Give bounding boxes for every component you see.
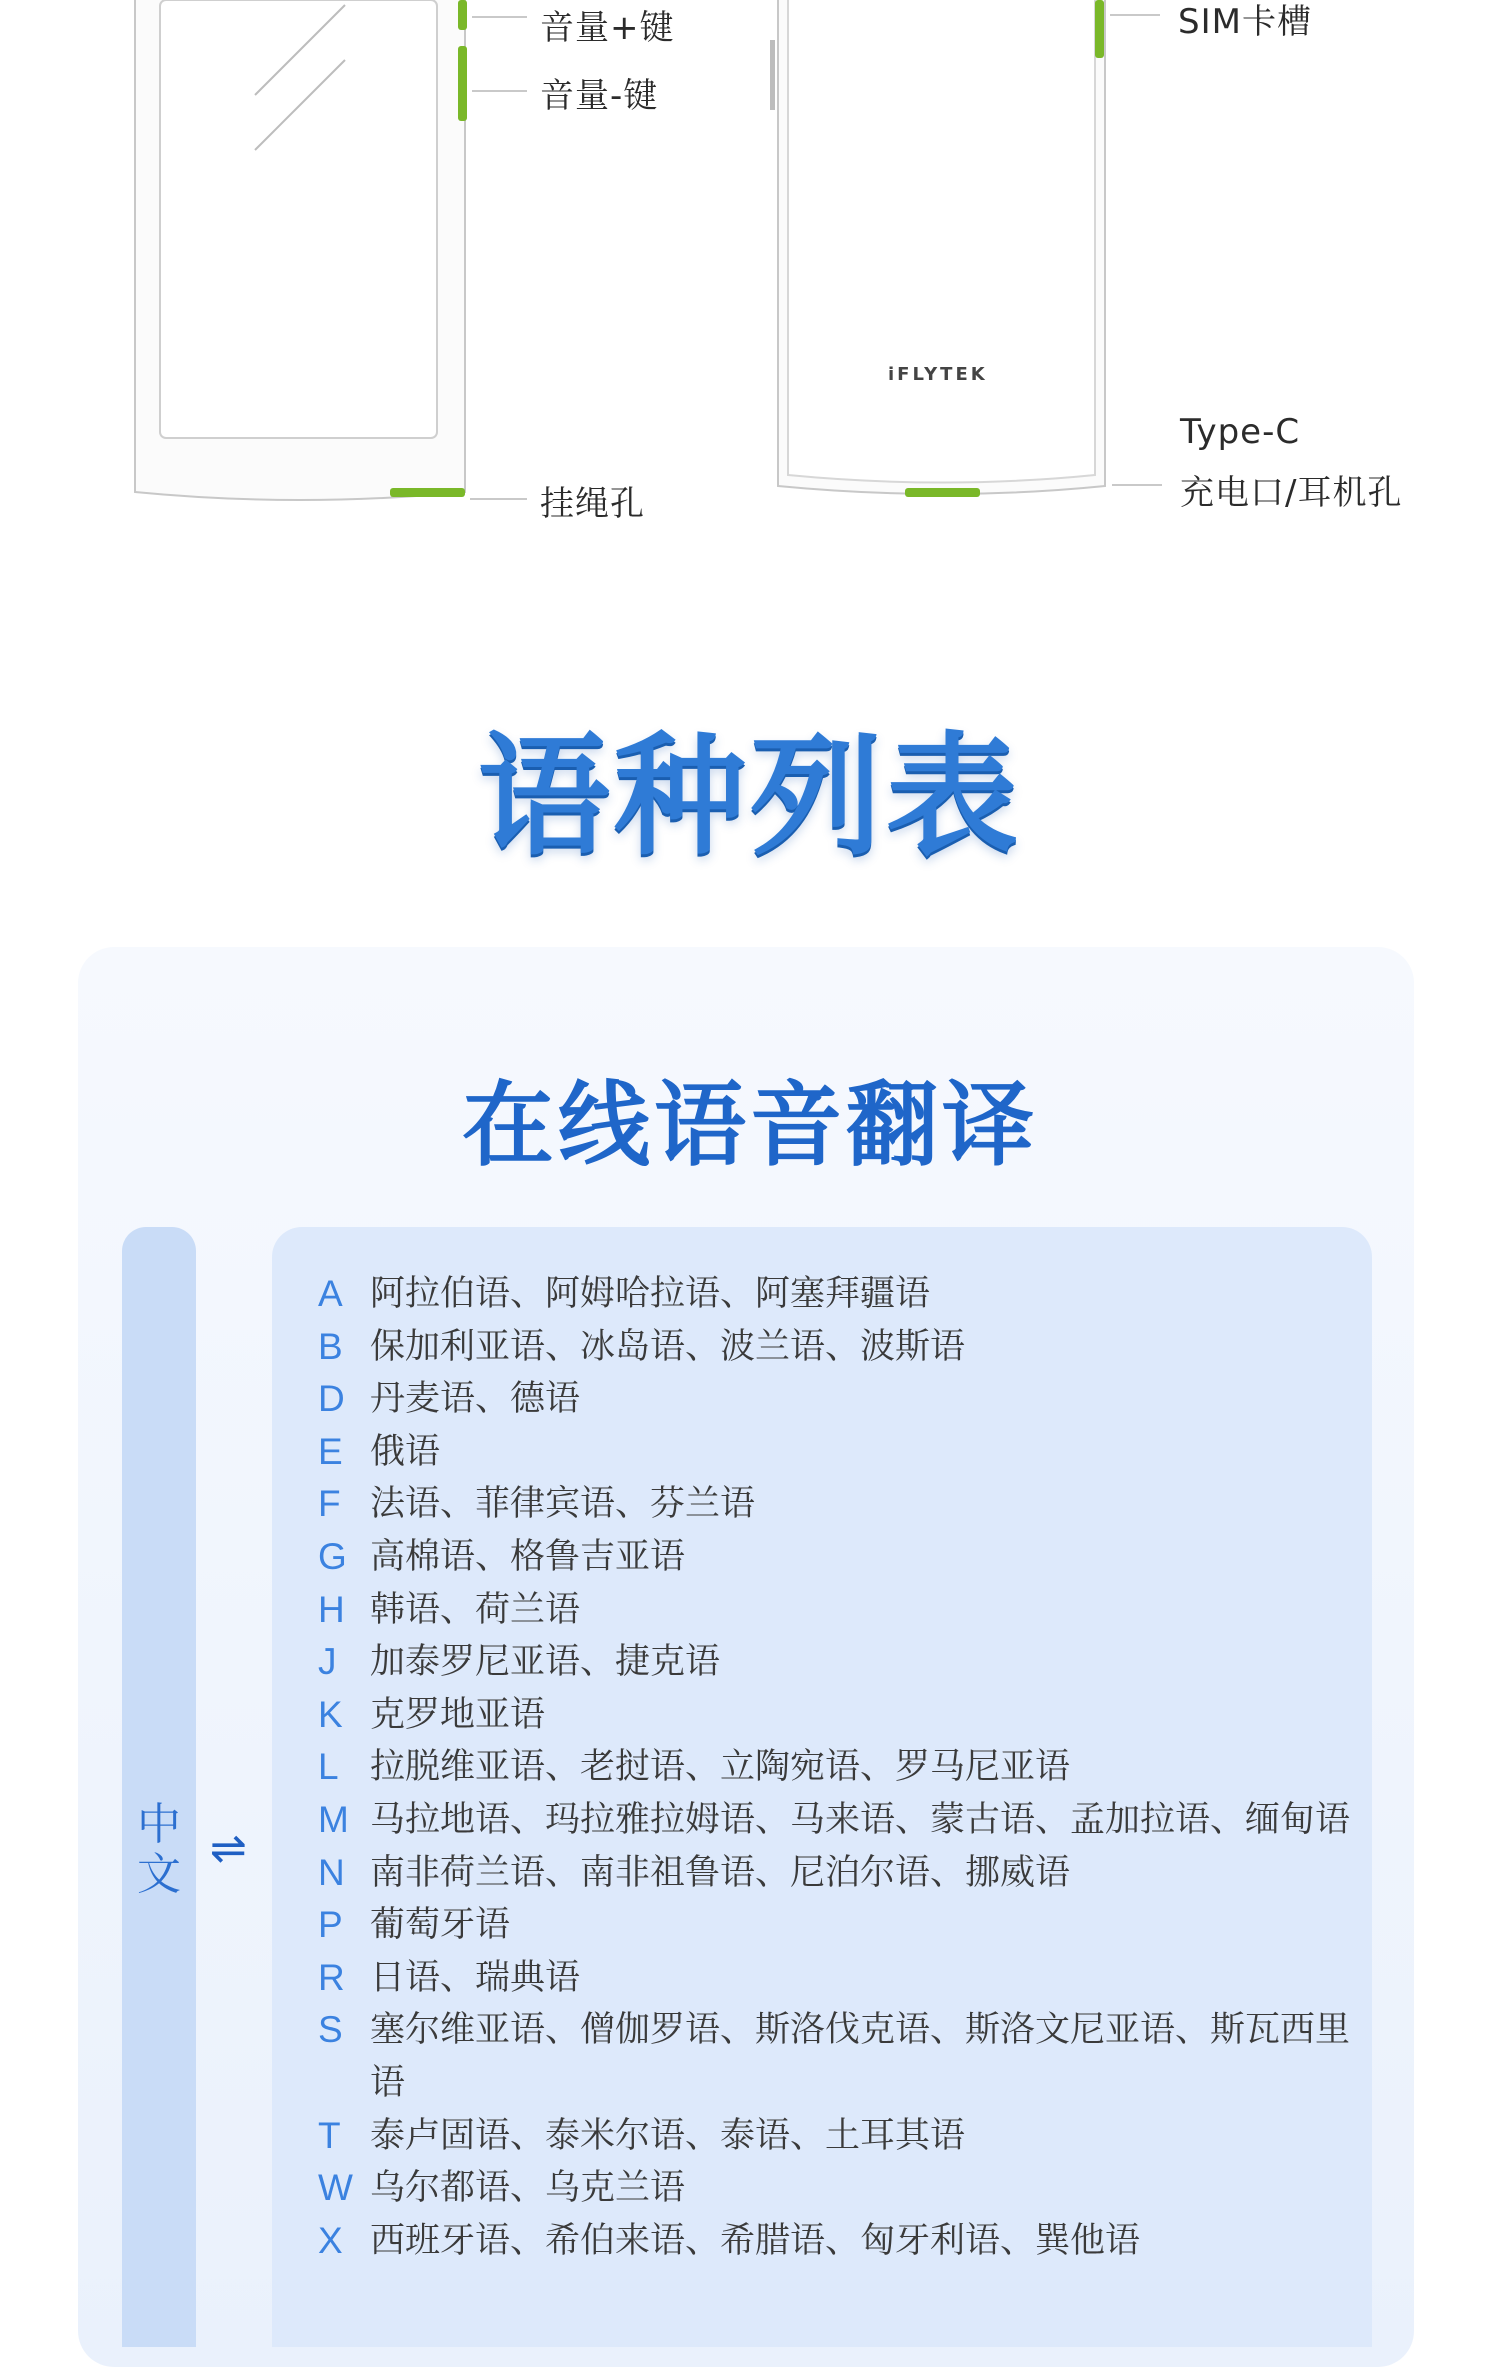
language-names: 加泰罗尼亚语、捷克语 (370, 1642, 721, 1683)
index-letter: M (318, 1798, 349, 1840)
section-title: 语种列表 (478, 720, 1022, 874)
leader-line (472, 16, 527, 18)
language-names: 克罗地亚语 (370, 1694, 546, 1735)
index-letter: G (318, 1535, 347, 1577)
language-names: 法语、菲律宾语、芬兰语 (370, 1484, 756, 1525)
back-device-outline (770, 0, 1105, 497)
source-language-label: 中文 (137, 1799, 181, 1900)
list-item (318, 1373, 1358, 1426)
index-letter: L (318, 1746, 339, 1788)
list-item (318, 1531, 1358, 1584)
list-item (318, 2162, 1358, 2215)
list-item (318, 1847, 1358, 1900)
charging-port-label: 充电口/耳机孔 (1180, 473, 1403, 513)
language-names: 阿拉伯语、阿姆哈拉语、阿塞拜疆语 (370, 1274, 931, 1314)
list-item (318, 1899, 1358, 1952)
language-names: 日语、瑞典语 (370, 1957, 581, 1998)
leader-line (470, 498, 527, 500)
sim-label: SIM卡槽 (1178, 2, 1312, 42)
volume-up-label: 音量+键 (540, 8, 675, 48)
leader-line (1112, 484, 1162, 486)
index-letter: J (318, 1641, 337, 1683)
list-item (318, 1321, 1358, 1374)
index-letter: X (318, 2219, 343, 2261)
list-item (318, 1268, 1358, 1321)
list-item (318, 1952, 1358, 2005)
language-names: 南非荷兰语、南非祖鲁语、尼泊尔语、挪威语 (370, 1852, 1071, 1893)
language-names: 乌尔都语、乌克兰语 (370, 2168, 686, 2209)
leader-line (472, 90, 527, 92)
index-letter: K (318, 1693, 343, 1735)
leader-line (1110, 14, 1160, 16)
index-letter: T (318, 2114, 341, 2156)
index-letter: A (318, 1273, 343, 1314)
index-letter: F (318, 1483, 341, 1525)
index-letter: W (318, 2167, 353, 2209)
list-item (318, 1584, 1358, 1637)
list-item (318, 2004, 1358, 2109)
language-names: 韩语、荷兰语 (370, 1589, 581, 1630)
language-names: 泰卢固语、泰米尔语、泰语、土耳其语 (370, 2115, 966, 2156)
lanyard-label: 挂绳孔 (540, 484, 645, 524)
panel-title: 在线语音翻译 (461, 1072, 1038, 1179)
index-letter: H (318, 1588, 345, 1630)
index-letter: D (318, 1378, 345, 1420)
language-names: 俄语 (370, 1431, 441, 1472)
language-names: 保加利亚语、冰岛语、波兰语、波斯语 (370, 1326, 966, 1367)
swap-arrows-icon: ⇌ (210, 1823, 247, 1874)
list-item (318, 1689, 1358, 1742)
brand-logo: iFLYTEK (888, 364, 988, 385)
index-letter: E (318, 1430, 343, 1472)
language-list (318, 1268, 1358, 2267)
language-names: 塞尔维亚语、僧伽罗语、斯洛伐克语、斯洛文尼亚语、斯瓦西里语 (370, 2010, 1351, 2103)
typec-label: Type-C (1180, 412, 1301, 452)
list-item (318, 1636, 1358, 1689)
list-item (318, 1741, 1358, 1794)
language-names: 西班牙语、希伯来语、希腊语、匈牙利语、巽他语 (370, 2220, 1141, 2261)
index-letter: S (318, 2009, 343, 2051)
language-names: 拉脱维亚语、老挝语、立陶宛语、罗马尼亚语 (370, 1747, 1071, 1788)
list-item (318, 2215, 1358, 2268)
list-item (318, 2110, 1358, 2163)
index-letter: B (318, 1325, 343, 1367)
list-item (318, 1794, 1358, 1847)
device-diagram (0, 0, 1500, 560)
list-item (318, 1426, 1358, 1479)
language-names: 丹麦语、德语 (370, 1379, 581, 1420)
language-names: 马拉地语、玛拉雅拉姆语、马来语、蒙古语、孟加拉语、缅甸语 (370, 1799, 1351, 1840)
front-device-outline (135, 0, 467, 500)
list-item (318, 1478, 1358, 1531)
volume-down-label: 音量-键 (540, 76, 659, 116)
index-letter: N (318, 1851, 345, 1893)
index-letter: R (318, 1956, 345, 1998)
language-names: 葡萄牙语 (370, 1905, 511, 1946)
language-names: 高棉语、格鲁吉亚语 (370, 1536, 686, 1577)
source-language-bar (122, 1227, 196, 2347)
index-letter: P (318, 1904, 343, 1946)
